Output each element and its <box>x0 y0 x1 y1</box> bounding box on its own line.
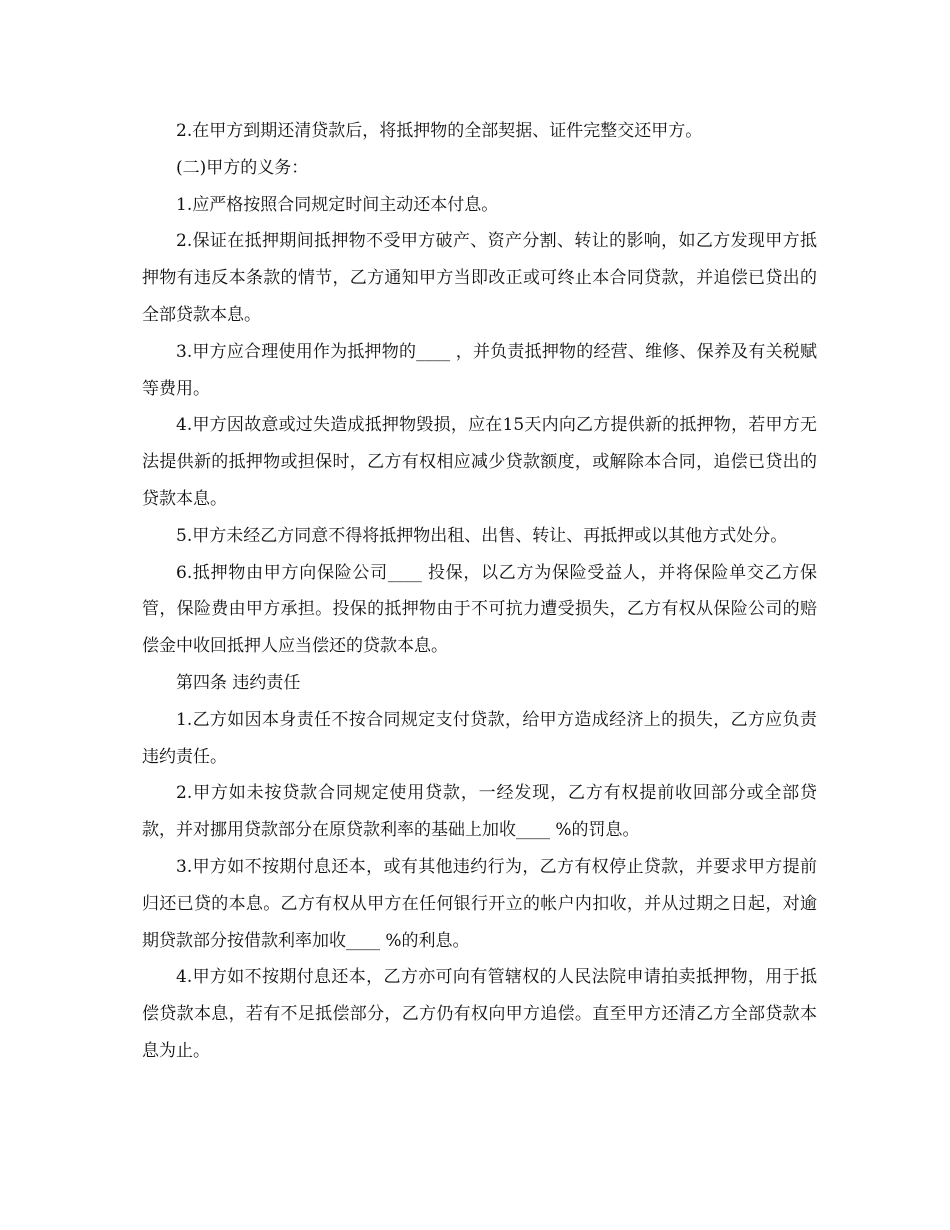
paragraph-obligation-4: 4.甲方因故意或过失造成抵押物毁损，应在15天内向乙方提供新的抵押物，若甲方无法提供新的抵押物或担保时，乙方有权相应减少贷款额度，或解除本合同，追偿已贷出的贷款本息。 <box>142 415 817 509</box>
paragraph-obligation-1: 1.应严格按照合同规定时间主动还本付息。 <box>176 194 499 215</box>
section-heading-party-a-obligations: (二)甲方的义务： <box>176 157 309 178</box>
paragraph-liability-1: 1.乙方如因本身责任不按合同规定支付贷款，给甲方造成经济上的损失，乙方应负责违约责任。 <box>142 709 817 767</box>
paragraph-liability-4: 4.甲方如不按期付息还本，乙方亦可向有管辖权的人民法院申请拍卖抵押物，用于抵偿贷款本息，若有不足抵偿部分，乙方仍有权向甲方追偿。直至甲方还清乙方全部贷款本息为止。 <box>142 967 817 1061</box>
paragraph-obligation-6: 6.抵押物由甲方向保险公司____ 投保，以乙方为保险受益人，并将保险单交乙方保管，保险费由甲方承担。投保的抵押物由于不可抗力遭受损失，乙方有权从保险公司的赔偿金中收回抵押人应当偿还的贷款本息。 <box>142 562 817 657</box>
paragraph-obligation-3: 3.甲方应合理使用作为抵押物的____ ，并负责抵押物的经营、维修、保养及有关税赋等费用。 <box>142 341 817 399</box>
paragraph-liability-3: 3.甲方如不按期付息还本，或有其他违约行为，乙方有权停止贷款，并要求甲方提前归还已贷的本息。乙方有权从甲方在任何银行开立的帐户内扣收，并从过期之日起，对逾期贷款部分按借款利率加收____ %的利息。 <box>142 856 817 951</box>
document-page <box>142 113 817 1070</box>
paragraph-liability-2: 2.甲方如未按贷款合同规定使用贷款，一经发现，乙方有权提前收回部分或全部贷款，并对挪用贷款部分在原贷款利率的基础上加收____ %的罚息。 <box>142 783 817 841</box>
paragraph-obligation-2: 2.保证在抵押期间抵押物不受甲方破产、资产分割、转让的影响，如乙方发现甲方抵押物有违反本条款的情节，乙方通知甲方当即改正或可终止本合同贷款，并追偿已贷出的全部贷款本息。 <box>142 231 817 325</box>
paragraph-obligation-5: 5.甲方未经乙方同意不得将抵押物出租、出售、转让、再抵押或以其他方式处分。 <box>176 525 788 546</box>
paragraph-return-documents: 2.在甲方到期还清贷款后，将抵押物的全部契据、证件完整交还甲方。 <box>176 121 703 141</box>
article-heading-breach-liability: 第四条 违约责任 <box>176 672 301 693</box>
